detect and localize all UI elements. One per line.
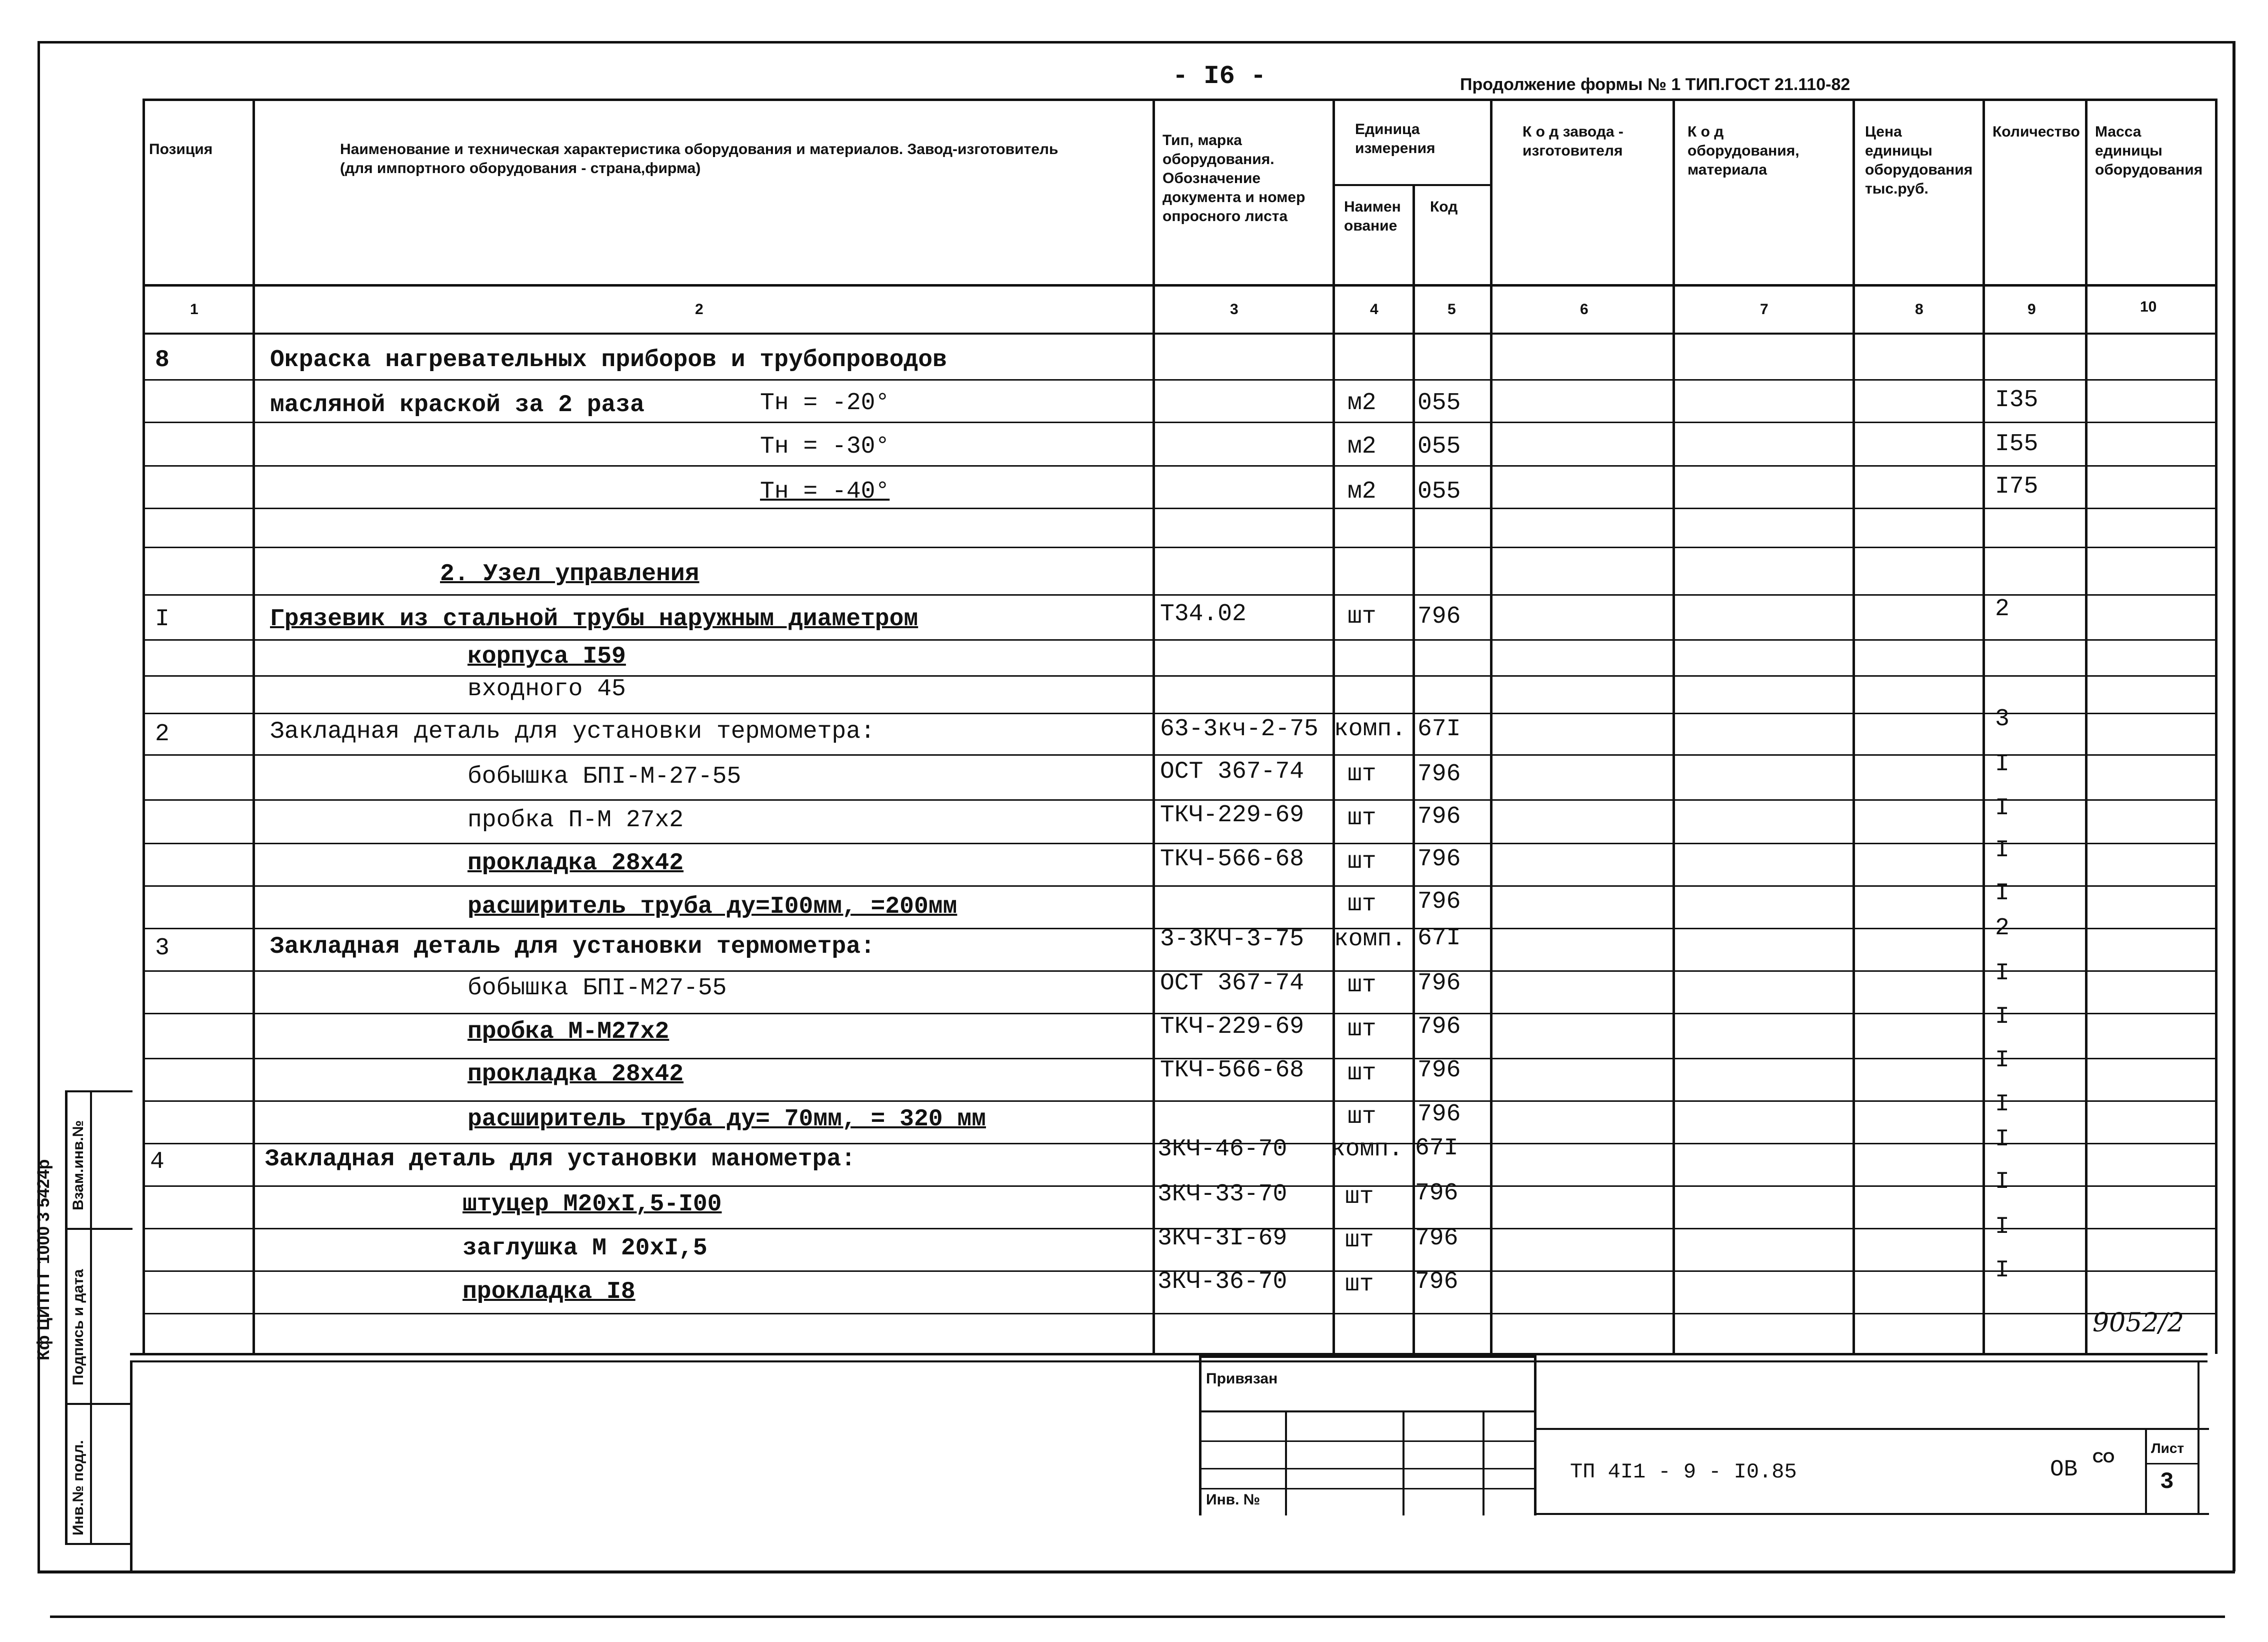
- priv-vline: [1402, 1410, 1404, 1515]
- row-unit: шт: [1348, 1103, 1376, 1130]
- row-unit: шт: [1345, 1183, 1374, 1210]
- row-name: заглушка М 20хI,5: [462, 1235, 708, 1262]
- row-line: [142, 465, 2218, 467]
- priv-box-top: [1199, 1355, 1536, 1358]
- header-position: Позиция: [149, 141, 213, 158]
- row-line: [142, 713, 2218, 714]
- privyazan-label: Привязан: [1206, 1370, 1278, 1387]
- row-quantity: I: [1995, 795, 2010, 822]
- row-type: ТКЧ-566-68: [1160, 1057, 1304, 1084]
- header-unit-name: Наименование: [1344, 199, 1401, 234]
- header-price: Цена единицы оборудования тыс.руб.: [1865, 124, 1973, 197]
- side-stamp-text: Кф ЦИТП Г 1000 3 5424р: [34, 1159, 53, 1360]
- side-col-bottom: [65, 1543, 132, 1545]
- table-top: [142, 99, 2218, 101]
- row-type: 3КЧ-3I-69: [1158, 1225, 1288, 1252]
- priv-box-right: [1534, 1355, 1536, 1515]
- row-line: [142, 639, 2218, 641]
- row-line: [142, 754, 2218, 756]
- row-unit: шт: [1345, 1227, 1374, 1254]
- row-position: I: [155, 606, 170, 633]
- row-type: ОСТ 367-74: [1160, 758, 1304, 785]
- colnum-bottom: [142, 333, 2218, 335]
- row-quantity: I: [1995, 960, 2010, 987]
- row-quantity: I: [1995, 1257, 2010, 1284]
- row-code: 796: [1418, 888, 1461, 915]
- row-type: ОСТ 367-74: [1160, 970, 1304, 997]
- row-type: ТКЧ-229-69: [1160, 802, 1304, 829]
- row-name: входного 45: [468, 676, 626, 703]
- table-left: [142, 99, 145, 1354]
- col-line-6: [1672, 99, 1675, 1354]
- row-name: прокладка 28х42: [468, 1061, 684, 1088]
- row-unit: шт: [1348, 603, 1376, 630]
- header-unit-code: Код: [1430, 199, 1458, 215]
- priv-vline: [1285, 1410, 1287, 1515]
- side-col-mid: [90, 1090, 92, 1543]
- row-position: 2: [155, 721, 170, 748]
- sheet-number: 3: [2160, 1469, 2174, 1495]
- priv-box-left: [1199, 1355, 1202, 1515]
- row-unit: м2: [1348, 390, 1376, 417]
- header-type: Тип, марка оборудования. Обозначение документа и номер опросного листа: [1162, 132, 1306, 225]
- colnum-2: 2: [695, 301, 704, 318]
- row-temperature: Тн = -40°: [760, 478, 890, 505]
- row-position: 8: [155, 347, 170, 374]
- row-type: 3КЧ-46-70: [1158, 1136, 1288, 1163]
- row-temperature: Тн = -30°: [760, 433, 890, 460]
- header-name: Наименование и техническая характеристика оборудования и материалов. Завод-изготовитель (для импортного оборудования - страна,фирма): [340, 141, 1058, 177]
- row-unit: комп.: [1334, 926, 1406, 953]
- row-line: [142, 1313, 2218, 1314]
- table-right: [2215, 99, 2218, 1354]
- row-code: 796: [1418, 846, 1461, 873]
- row-line: [142, 843, 2218, 844]
- header-mass: Масса единицы оборудования: [2095, 124, 2203, 178]
- stamp-top-line: [130, 1360, 2208, 1362]
- colnum-7: 7: [1760, 301, 1768, 318]
- side-col-left: [65, 1090, 68, 1543]
- col-line-2: [1152, 99, 1155, 1354]
- row-code: 67I: [1418, 716, 1461, 743]
- section-code: ОВ: [2050, 1456, 2078, 1482]
- row-line: [142, 675, 2218, 677]
- row-line: [142, 885, 2218, 887]
- priv-line: [1199, 1410, 1536, 1412]
- row-unit: комп.: [1331, 1136, 1404, 1163]
- margin-note: 9052/2: [2092, 1308, 2184, 1338]
- side-col-top: [65, 1090, 132, 1092]
- row-type: 63-3кч-2-75: [1160, 716, 1318, 743]
- row-name: прокладка 28х42: [468, 850, 684, 877]
- row-code: 796: [1418, 1101, 1461, 1128]
- row-name: штуцер М20хI,5-I00: [462, 1191, 722, 1218]
- colnum-9: 9: [2028, 301, 2036, 318]
- row-quantity: 3: [1995, 706, 2010, 733]
- sheet-box-left: [2145, 1428, 2147, 1513]
- row-quantity: I: [1995, 1003, 2010, 1030]
- section-superscript: СО: [2092, 1449, 2115, 1466]
- row-line: [142, 1100, 2218, 1102]
- col-line-9: [2085, 99, 2088, 1354]
- row-line: [142, 547, 2218, 548]
- row-name: Грязевик из стальной трубы наружным диаметром: [270, 606, 918, 633]
- sheet-box-mid: [2145, 1463, 2198, 1464]
- row-code: 055: [1418, 390, 1461, 417]
- row-type: 3-3КЧ-3-75: [1160, 926, 1304, 953]
- row-name: масляной краской за 2 раза: [270, 392, 644, 419]
- section-title: 2. Узел управления: [440, 561, 700, 588]
- row-name: Окраска нагревательных приборов и трубопроводов: [270, 347, 947, 374]
- row-type: ТКЧ-229-69: [1160, 1013, 1304, 1040]
- row-name: расширитель труба ду=I00мм, =200мм: [468, 893, 958, 920]
- page-number: - I6 -: [1172, 62, 1266, 91]
- row-code: 796: [1415, 1180, 1458, 1207]
- unit-subheader-line: [1332, 184, 1492, 186]
- row-quantity: I: [1995, 1213, 2010, 1240]
- col-line-1: [252, 99, 255, 1354]
- header-bottom: [142, 284, 2218, 287]
- row-quantity: I: [1995, 1047, 2010, 1074]
- priv-line: [1199, 1488, 1536, 1489]
- row-code: 796: [1418, 603, 1461, 630]
- row-code: 796: [1418, 761, 1461, 788]
- row-line: [142, 379, 2218, 381]
- header-unit: Единица измерения: [1355, 121, 1436, 157]
- row-code: 796: [1418, 803, 1461, 830]
- row-unit: м2: [1348, 478, 1376, 505]
- row-unit: шт: [1348, 805, 1376, 832]
- row-name: пробка П-М 27х2: [468, 807, 684, 834]
- side-inv-podl: Инв.№ подл.: [70, 1440, 86, 1535]
- row-name: корпуса I59: [468, 643, 626, 670]
- row-quantity: I: [1995, 880, 2010, 907]
- row-code: 796: [1415, 1225, 1458, 1252]
- row-name: пробка М-М27х2: [468, 1018, 670, 1045]
- side-col-line: [65, 1228, 132, 1230]
- row-unit: шт: [1348, 1016, 1376, 1043]
- colnum-4: 4: [1370, 301, 1378, 318]
- doc-line-bottom: [1534, 1513, 2209, 1515]
- row-name: прокладка I8: [462, 1278, 636, 1305]
- row-quantity: I: [1995, 1091, 2010, 1118]
- col-line-5: [1490, 99, 1492, 1354]
- row-temperature: Тн = -20°: [760, 390, 890, 417]
- row-code: 796: [1415, 1268, 1458, 1295]
- row-name: бобышка БПI-М27-55: [468, 975, 727, 1002]
- outer-frame-bottom: [38, 1570, 2235, 1573]
- row-position: 4: [150, 1148, 164, 1175]
- row-line: [142, 508, 2218, 509]
- row-position: 3: [155, 935, 170, 962]
- row-name: расширитель труба ду= 70мм, = 320 мм: [468, 1106, 986, 1133]
- row-name: Закладная деталь для установки термометра:: [270, 718, 875, 745]
- priv-vline: [1482, 1410, 1484, 1515]
- row-quantity: 2: [1995, 596, 2010, 623]
- form-continuation: Продолжение формы № 1 ТИП.ГОСТ 21.110-82: [1460, 75, 1850, 94]
- row-quantity: I: [1995, 1126, 2010, 1153]
- row-line: [142, 422, 2218, 423]
- priv-line: [1199, 1468, 1536, 1469]
- side-col-line: [65, 1403, 132, 1405]
- row-quantity: 2: [1995, 915, 2010, 942]
- col-line-4: [1412, 185, 1415, 1354]
- row-name: Закладная деталь для установки термометра:: [270, 933, 875, 960]
- priv-line: [1199, 1440, 1536, 1442]
- colnum-1: 1: [190, 301, 198, 318]
- outer-frame-top: [38, 41, 2235, 44]
- row-type: 3КЧ-33-70: [1158, 1181, 1288, 1208]
- row-unit: шт: [1348, 848, 1376, 875]
- row-line: [142, 799, 2218, 801]
- bottom-rule: [50, 1615, 2225, 1618]
- row-unit: комп.: [1334, 716, 1406, 743]
- row-code: 67I: [1418, 925, 1461, 952]
- row-type: 3КЧ-36-70: [1158, 1268, 1288, 1295]
- stamp-left-line: [130, 1360, 132, 1573]
- row-quantity: I: [1995, 751, 2010, 778]
- row-quantity: I: [1995, 837, 2010, 864]
- row-code: 055: [1418, 433, 1461, 460]
- row-unit: шт: [1348, 1060, 1376, 1087]
- col-line-7: [1852, 99, 1855, 1354]
- colnum-5: 5: [1448, 301, 1456, 318]
- row-quantity: I75: [1995, 473, 2038, 500]
- col-line-8: [1982, 99, 1985, 1354]
- row-code: 796: [1418, 1057, 1461, 1084]
- outer-frame-right: [2232, 41, 2236, 1571]
- row-quantity: I: [1995, 1168, 2010, 1195]
- row-name: Закладная деталь для установки манометра:: [265, 1146, 856, 1173]
- doc-line: [1534, 1428, 2209, 1430]
- colnum-6: 6: [1580, 301, 1588, 318]
- row-quantity: I35: [1995, 387, 2038, 414]
- row-unit: м2: [1348, 433, 1376, 460]
- table-bottom: [130, 1353, 2208, 1355]
- colnum-8: 8: [1915, 301, 1924, 318]
- colnum-3: 3: [1230, 301, 1238, 318]
- row-code: 796: [1418, 1013, 1461, 1040]
- row-unit: шт: [1348, 972, 1376, 999]
- row-name: бобышка БПI-М-27-55: [468, 763, 742, 790]
- document-code: ТП 4I1 - 9 - I0.85: [1570, 1460, 1797, 1484]
- row-unit: шт: [1348, 761, 1376, 788]
- inv-number-label: Инв. №: [1206, 1491, 1260, 1508]
- row-line: [142, 594, 2218, 596]
- row-code: 67I: [1415, 1135, 1458, 1162]
- row-unit: шт: [1348, 891, 1376, 918]
- sheet-label: Лист: [2151, 1440, 2184, 1456]
- header-equipment-code: К о д оборудования, материала: [1688, 124, 1800, 178]
- row-code: 055: [1418, 478, 1461, 505]
- row-code: 796: [1418, 970, 1461, 997]
- row-type: ТКЧ-566-68: [1160, 846, 1304, 873]
- row-unit: шт: [1345, 1271, 1374, 1298]
- side-podpis: Подпись и дата: [70, 1269, 86, 1385]
- sheet-box-right: [2198, 1360, 2200, 1513]
- row-type: Т34.02: [1160, 601, 1246, 628]
- row-quantity: I55: [1995, 431, 2038, 458]
- header-quantity: Количество: [1992, 124, 2080, 140]
- side-vzam: Взам.инв.№: [70, 1120, 86, 1210]
- header-factory-code: К о д завода - изготовителя: [1522, 124, 1624, 159]
- colnum-10: 10: [2140, 299, 2157, 315]
